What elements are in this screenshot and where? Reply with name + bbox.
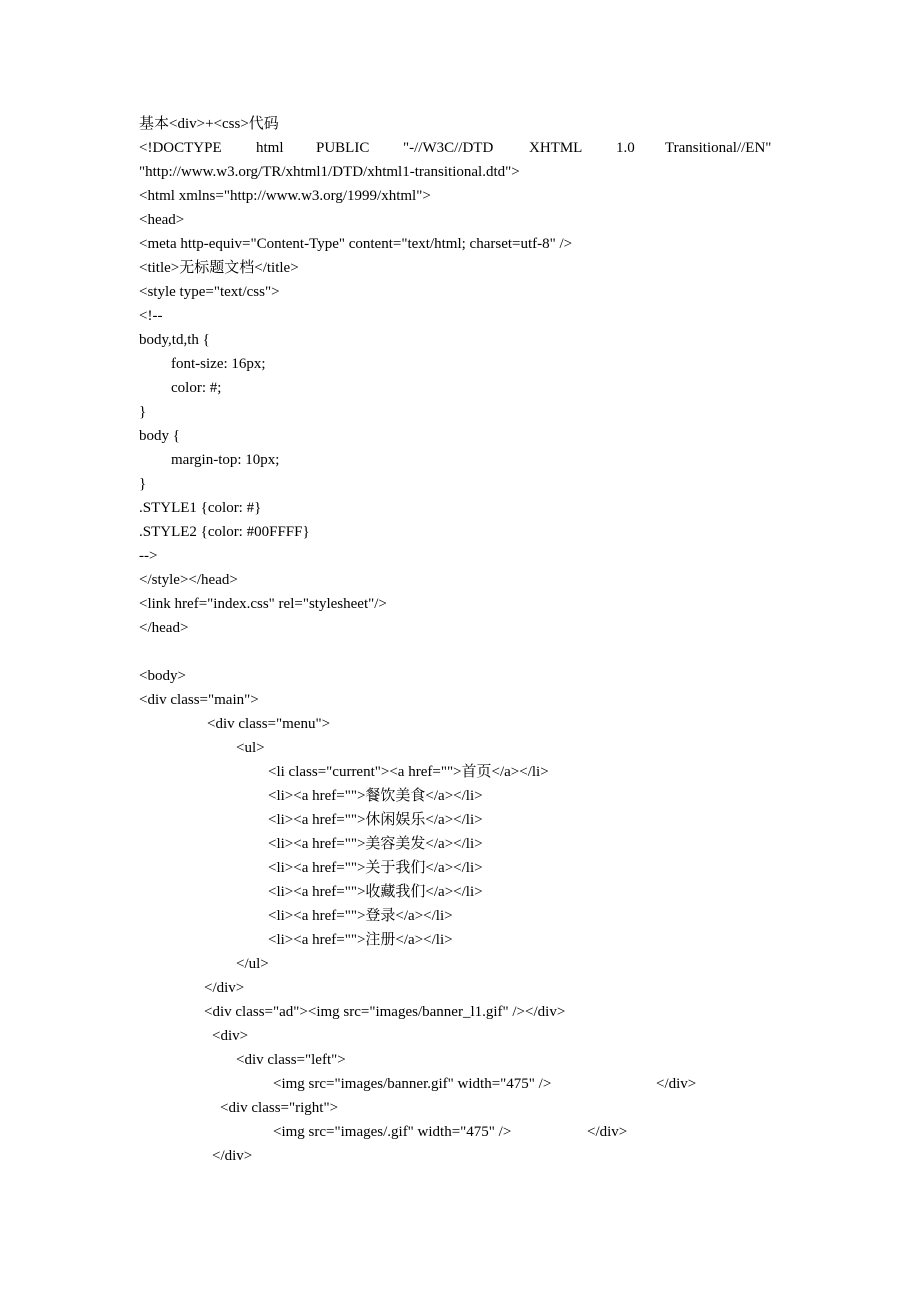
code-line: <li><a href="">收藏我们</a></li> — [268, 884, 483, 900]
code-line: <title>无标题文档</title> — [139, 260, 299, 276]
code-line: margin-top: 10px; — [171, 452, 280, 468]
code-line: <div class="main"> — [139, 692, 259, 708]
code-line: <div class="ad"><img src="images/banner_l1.gif" /></div> — [204, 1004, 566, 1020]
code-line: .STYLE1 {color: #} — [139, 500, 262, 516]
doctype-word: <!DOCTYPE — [139, 140, 222, 156]
code-line: <li><a href="">登录</a></li> — [268, 908, 453, 924]
code-line: <head> — [139, 212, 185, 228]
code-line: </div> — [212, 1148, 253, 1164]
code-line: <li><a href="">注册</a></li> — [268, 932, 453, 948]
doctype-word: PUBLIC — [316, 140, 370, 156]
code-line: <link href="index.css" rel="stylesheet"/> — [139, 596, 387, 612]
doctype-word: "-//W3C//DTD — [403, 140, 494, 156]
code-line: <html xmlns="http://www.w3.org/1999/xhtml"> — [139, 188, 431, 204]
code-line: body { — [139, 428, 180, 444]
code-line: </div> — [587, 1124, 628, 1140]
code-line: <div> — [212, 1028, 249, 1044]
code-line: body,td,th { — [139, 332, 210, 348]
doctype-word: XHTML — [529, 140, 583, 156]
code-line: font-size: 16px; — [171, 356, 266, 372]
code-line: <li><a href="">休闲娱乐</a></li> — [268, 812, 483, 828]
code-line: <img src="images/.gif" width="475" /> — [273, 1124, 512, 1140]
code-line: color: #; — [171, 380, 222, 396]
code-line: <li><a href="">关于我们</a></li> — [268, 860, 483, 876]
code-line: </head> — [139, 620, 189, 636]
code-line: "http://www.w3.org/TR/xhtml1/DTD/xhtml1-transitional.dtd"> — [139, 164, 520, 180]
code-line: <li><a href="">美容美发</a></li> — [268, 836, 483, 852]
code-line: <li class="current"><a href="">首页</a></li> — [268, 764, 549, 780]
code-line: <img src="images/banner.gif" width="475" /> — [273, 1076, 552, 1092]
document-title: 基本<div>+<css>代码 — [139, 116, 279, 132]
doctype-word: 1.0 — [616, 140, 635, 156]
doctype-word: Transitional//EN" — [665, 140, 772, 156]
code-line: <!-- — [139, 308, 163, 324]
code-line: <div class="left"> — [236, 1052, 346, 1068]
doctype-word: html — [256, 140, 284, 156]
code-line: .STYLE2 {color: #00FFFF} — [139, 524, 310, 540]
code-line: } — [139, 476, 147, 492]
code-line: </style></head> — [139, 572, 238, 588]
code-line: <li><a href="">餐饮美食</a></li> — [268, 788, 483, 804]
code-line: <meta http-equiv="Content-Type" content="text/html; charset=utf-8" /> — [139, 236, 573, 252]
code-line: <div class="right"> — [220, 1100, 339, 1116]
code-line: <div class="menu"> — [207, 716, 331, 732]
code-line: } — [139, 404, 147, 420]
code-line: --> — [139, 548, 158, 564]
code-line: </div> — [656, 1076, 697, 1092]
code-line: </div> — [204, 980, 245, 996]
code-line: </ul> — [236, 956, 269, 972]
code-line: <ul> — [236, 740, 265, 756]
code-line: <style type="text/css"> — [139, 284, 280, 300]
code-line: <body> — [139, 668, 186, 684]
